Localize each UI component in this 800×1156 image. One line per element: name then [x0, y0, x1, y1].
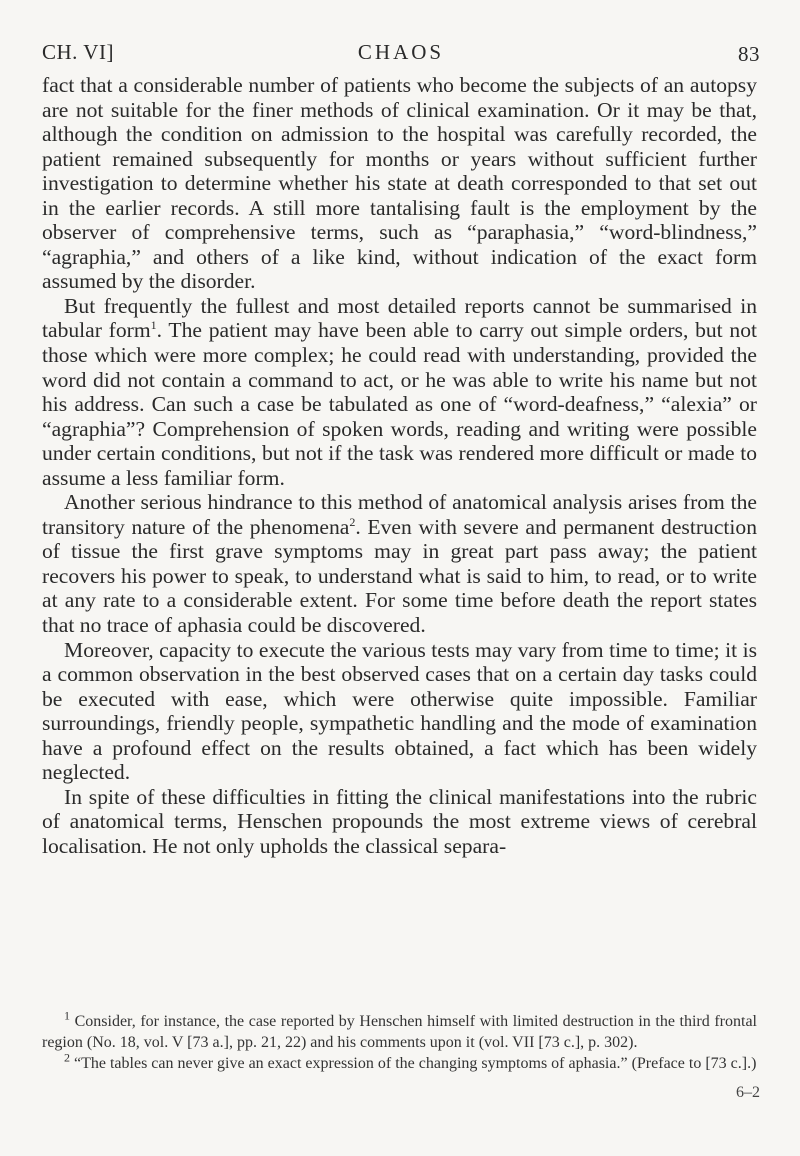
footnotes [42, 1008, 757, 1074]
signature-mark: 6–2 [736, 1084, 760, 1101]
footnote-ref[interactable]: 1 [150, 318, 157, 333]
footnote-mark: 2 [64, 1050, 70, 1065]
body-text [42, 73, 757, 859]
paragraph: In spite of these difficulties in fitting the clinical manifestations into the rubric of anatomical terms, Henschen propounds the most extreme views of cerebral localisation. He not only upholds the classical separa- [42, 784, 757, 858]
page-number: 83 [738, 42, 760, 66]
paragraph: But frequently the fullest and most detailed reports cannot be summarised in tabular form$^1$. The patient may have been able to carry out simple orders, but not those which were more complex; he could read with understanding, provided the word did not contain a command to act, or he was able to write his name but not his address. Can such a case be tabulated as one of “word-deafness,” “alexia” or “agraphia”? Comprehension of spoken words, reading and writing were possible under certain conditions, but not if the task was rendered more difficult or made to assume a less familiar form. [42, 293, 757, 490]
footnote: $^2$ “The tables can never give an exact expression of the changing symptoms of aphasia.” (Preface to [73 c.].) [64, 1050, 757, 1072]
footnote-ref[interactable]: 2 [349, 514, 356, 529]
chapter-label: CH. VI] [42, 40, 114, 64]
footnote-mark: 1 [64, 1008, 70, 1023]
paragraph: fact that a considerable number of patients who become the subjects of an autopsy are not suitable for the finer methods of clinical examination. Or it may be that, although the condition on admission to the hospital was carefully recorded, the patient remained subsequently for months or years without sufficient further investigation to determine whether his state at death corresponded to that set out in the earlier records. A still more tantalising fault is the employment by the observer of comprehensive terms, such as “paraphasia,” “word-blindness,” “agraphia,” and others of a like kind, without indication of the exact form assumed by the disorder. [42, 73, 757, 294]
paragraph: Another serious hindrance to this method of anatomical analysis arises from the transitory nature of the phenomena$^2$. Even with severe and permanent destruction of tissue the first grave symptoms may in great part pass away; the patient recovers his power to speak, to understand what is said to him, to read, or to write at any rate to a considerable extent. For some time before death the report states that no trace of aphasia could be discovered. [42, 490, 757, 638]
running-head [42, 40, 760, 70]
chapter-title: CHAOS [357, 40, 445, 64]
footnote: $^1$ Consider, for instance, the case reported by Henschen himself with limited destruction in the third frontal region (No. 18, vol. V [73 a.], pp. 21, 22) and his comments upon it (vol. VII [73 c.], p. 302). [42, 1008, 757, 1051]
paragraph: Moreover, capacity to execute the various tests may vary from time to time; it is a common observation in the best observed cases that on a certain day tasks could be executed with ease, which were otherwise quite impossible. Familiar surroundings, friendly people, sympathetic handling and the mode of examination have a profound effect on the results obtained, a fact which has been widely neglected. [42, 637, 757, 785]
